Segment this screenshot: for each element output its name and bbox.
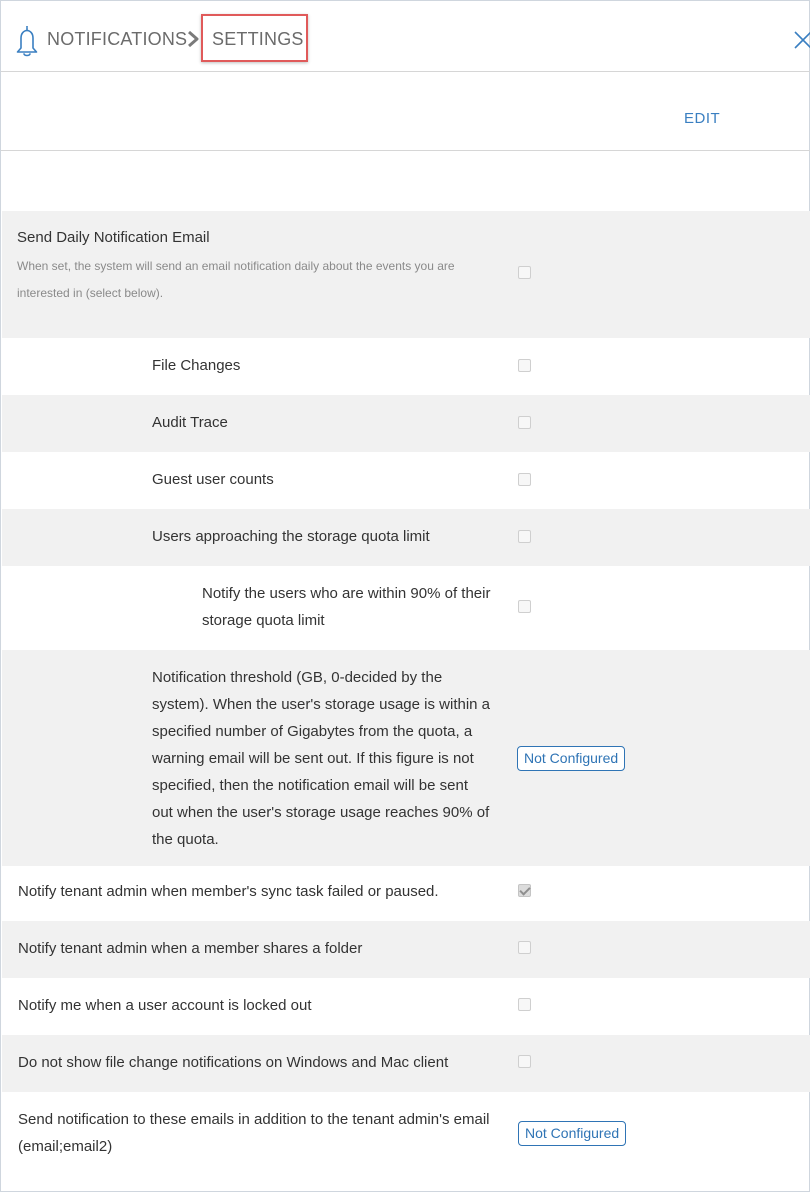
setting-row-quota-limit	[2, 509, 810, 566]
sync-task-failed-label: Notify tenant admin when member's sync task failed or paused.	[18, 883, 439, 900]
threshold-line: specified, then the notification email will be sent	[152, 777, 469, 794]
hide-client-notifications-label: Do not show file change notifications on Windows and Mac client	[18, 1054, 449, 1071]
setting-row-account-locked	[2, 978, 810, 1035]
file-changes-label: File Changes	[152, 357, 241, 374]
threshold-line: Notification threshold (GB, 0-decided by the	[152, 669, 443, 686]
member-shares-folder-label: Notify tenant admin when a member shares a folder	[18, 940, 363, 957]
file-changes-checkbox[interactable]	[518, 359, 531, 372]
setting-row-hide-client-notifications	[2, 1035, 810, 1092]
daily-email-description-line2: interested in (select below).	[17, 286, 164, 300]
member-shares-folder-checkbox[interactable]	[518, 941, 531, 954]
edit-button[interactable]: EDIT	[684, 110, 721, 127]
threshold-line: specified number of Gigabytes from the quota, a	[152, 723, 473, 740]
breadcrumb-notifications[interactable]: NOTIFICATIONS	[47, 29, 188, 49]
threshold-line: warning email will be sent out. If this figure is not	[152, 750, 474, 767]
quota-limit-checkbox[interactable]	[518, 530, 531, 543]
audit-trace-checkbox[interactable]	[518, 416, 531, 429]
setting-row-threshold	[2, 650, 810, 866]
threshold-value-badge[interactable]: Not Configured	[517, 746, 625, 771]
setting-row-notify-within-90	[2, 566, 810, 650]
threshold-line: system). When the user's storage usage is within a	[152, 696, 491, 713]
setting-row-file-changes	[2, 338, 810, 395]
quota-limit-label: Users approaching the storage quota limit	[152, 528, 430, 545]
setting-row-daily-email	[2, 211, 810, 338]
extra-emails-label-line2: (email;email2)	[18, 1138, 113, 1155]
extra-emails-value-badge[interactable]: Not Configured	[518, 1121, 626, 1146]
account-locked-label: Notify me when a user account is locked out	[18, 997, 312, 1014]
threshold-line: the quota.	[152, 831, 219, 848]
daily-email-description-line1: When set, the system will send an email notification daily about the events you are	[17, 259, 455, 273]
toolbar	[1, 72, 810, 151]
hide-client-notifications-checkbox[interactable]	[518, 1055, 531, 1068]
daily-email-checkbox[interactable]	[518, 266, 531, 279]
guest-user-counts-label: Guest user counts	[152, 471, 274, 488]
sync-task-failed-checkbox[interactable]	[518, 884, 531, 897]
notify-within-90-checkbox[interactable]	[518, 600, 531, 613]
daily-email-label: Send Daily Notification Email	[17, 229, 210, 246]
setting-row-guest-user-counts	[2, 452, 810, 509]
chevron-right-icon	[185, 30, 201, 48]
notify-within-90-label-line1: Notify the users who are within 90% of their	[202, 585, 491, 602]
notify-within-90-label-line2: storage quota limit	[202, 612, 325, 629]
setting-row-sync-task-failed	[2, 866, 810, 921]
threshold-line: out when the user's storage usage reaches 90% of	[152, 804, 490, 821]
account-locked-checkbox[interactable]	[518, 998, 531, 1011]
panel-header	[1, 1, 810, 72]
breadcrumb-settings[interactable]: SETTINGS	[212, 29, 304, 49]
audit-trace-label: Audit Trace	[152, 414, 228, 431]
close-icon[interactable]	[793, 29, 810, 51]
setting-row-audit-trace	[2, 395, 810, 452]
setting-row-member-shares-folder	[2, 921, 810, 978]
setting-row-extra-emails	[2, 1092, 810, 1191]
bell-icon	[12, 24, 42, 58]
guest-user-counts-checkbox[interactable]	[518, 473, 531, 486]
extra-emails-label-line1: Send notification to these emails in addition to the tenant admin's email	[18, 1111, 490, 1128]
